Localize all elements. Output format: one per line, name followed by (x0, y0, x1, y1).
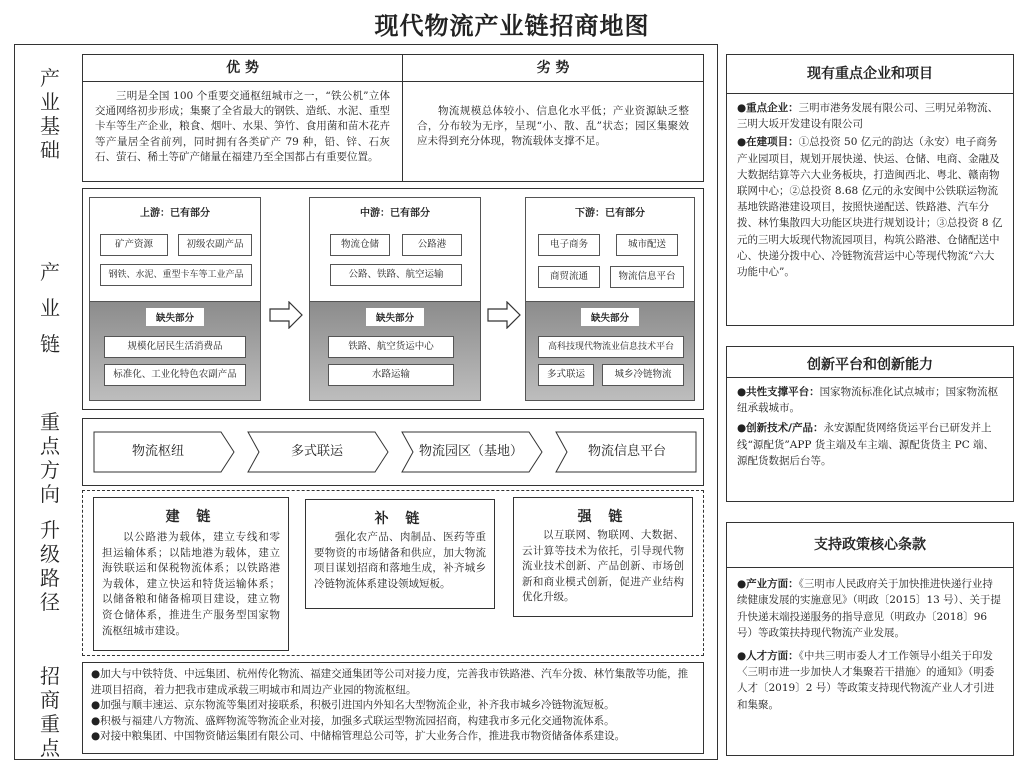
upstream-title: 上游：已有部分 (140, 208, 210, 219)
direction-logistics-hub: 物流枢纽 (131, 444, 184, 459)
upstream-missing-item: 标准化、工业化特色农副产品 (104, 364, 246, 386)
label-upgrade-path: 升级路径 (40, 518, 60, 614)
innovation-item (737, 420, 1003, 469)
innovation-text: 国家物流标准化试点城市；国家物流枢纽承载城市。 (737, 386, 999, 415)
innovation-label: ●创新技术/产品： (737, 422, 824, 435)
upstream-panel (89, 197, 261, 401)
policy-text: 《中共三明市委人才工作领导小组关于印发〈三明市进一步加快人才集聚若干措施〉的通知》（明委人才〔2019〕2 号）等政策支持现代物流产业人才引进和集聚。 (737, 649, 995, 711)
downstream-missing-item: 多式联运 (538, 364, 594, 386)
midstream-panel (309, 197, 481, 401)
policy-label: ●人才方面： (737, 649, 799, 662)
strong-chain-text: 以互联网、物联网、大数据、云计算等技术为依托，引导现代物流业技术创新、产品创新、市场创新和商业模式创新，促进产业结构优化升级。 (522, 529, 684, 604)
policy-item (737, 648, 1003, 714)
midstream-title: 中游：已有部分 (360, 208, 430, 219)
investment-item: ●积极与福建八方物流、盛辉物流等物流企业对接，加强多式联运型物流园招商，构建我市多元化交通物流体系。 (91, 714, 615, 727)
enterprise-text: 三明市港务发展有限公司、三明兄弟物流、三明大坂开发建设有限公司 (737, 102, 999, 131)
build-chain-text: 以公路港为载体，建立专线和零担运输体系；以陆地港为载体，建立海铁联运和保税物流体系；以铁路港为载体，建立快运和特货运输体系；以储备粮和储备棉项目建设，建立物资仓储体系，推进生产服务型国家物流枢纽城市建设。 (102, 531, 280, 637)
investment-item: ●加强与顺丰速运、京东物流等集团对接联系，积极引进国内外知名大型物流企业，补齐我市城乡冷链物流短板。 (91, 699, 615, 711)
label-key-direction: 重点方向 (40, 410, 60, 506)
fill-chain-title: 补 链 (374, 511, 426, 527)
downstream-item: 电子商务 (538, 234, 600, 256)
midstream-item: 公路、铁路、航空运输 (330, 264, 462, 286)
downstream-item: 商贸流通 (538, 266, 600, 288)
downstream-missing-item: 城乡冷链物流 (602, 364, 684, 386)
enterprise-item (737, 100, 1003, 132)
strong-chain-title: 强 链 (577, 509, 629, 525)
downstream-title: 下游：已有部分 (575, 208, 645, 219)
enterprises-box (726, 54, 1014, 326)
innovation-item (737, 384, 1003, 416)
direction-multimodal: 多式联运 (290, 444, 343, 459)
midstream-item: 公路港 (402, 234, 462, 256)
policy-item (737, 576, 1003, 642)
downstream-missing-item: 高科技现代物流业信息技术平台 (538, 336, 684, 358)
chain-box (82, 188, 704, 410)
policy-label: ●产业方面： (737, 578, 799, 590)
policy-box (726, 522, 1014, 756)
weakness-text: 物流规模总体较小、信息化水平低；产业资源缺乏整合，分布较为无序，呈现“小、散、乱”状态；园区集聚效应未得到充分体现，物流载体支撑不足。 (417, 105, 689, 148)
investment-item: ●加大与中铁特货、中远集团、杭州传化物流、福建交通集团等公司对接力度，完善我市铁路港、汽车分拨、林竹集散等功能，推进项目招商，着力把我市建成承载三明城市和周边产业园的物流枢纽。 (91, 668, 689, 696)
midstream-missing-title: 缺失部分 (366, 308, 424, 326)
enterprise-text: ①总投资 50 亿元的韵达（永安）电子商务产业园项目，规划开展快递、快运、仓储、电商、金融及大数据结算等六大业务板块，打造闽西北、粤北、赣南物联网中心；②总投资 8.68 亿元的永安闽中公铁联运物流基地铁路港建设项目，按照快递配送、铁路港、汽车分拨、林竹集散四大功能区块进行规划设计；③总投资 8 亿元的三明大坂现代物流园项目，构筑公路港、仓储配送中心、快递分拨中心、冷链物流营运中心等现代物流“六大功能中心”。 (737, 136, 1003, 279)
swot-box (82, 54, 704, 182)
upstream-item: 初级农副产品 (178, 234, 252, 256)
downstream-item: 物流信息平台 (610, 266, 684, 288)
midstream-missing-item: 铁路、航空货运中心 (328, 336, 454, 358)
upstream-missing-item: 规模化居民生活消费品 (104, 336, 246, 358)
strength-text: 三明是全国 100 个重要交通枢纽城市之一，“铁公机”立体交通网络初步形成；集聚了全省最大的钢铁、造纸、水泥、重型卡车等生产企业，粮食、烟叶、水果、笋竹、食用菌和苗木花卉等产量居全省前列，同时拥有各类矿产 79 种，铅、锌、石灰石、萤石、稀土等矿产储量在福建乃至全国都占有重要位置。 (95, 90, 390, 163)
fill-chain-box (305, 499, 495, 609)
directions-box (82, 418, 704, 486)
enterprises-title: 现有重点企业和项目 (727, 55, 1013, 94)
build-chain-box (93, 497, 289, 651)
enterprise-item (737, 134, 1003, 280)
policy-title: 支持政策核心条款 (727, 523, 1013, 568)
label-industry-chain: 产业链 (40, 260, 60, 356)
upstream-item: 钢铁、水泥、重型卡车等工业产品 (100, 264, 252, 286)
weakness-title: 劣 势 (403, 55, 703, 82)
enterprise-label: ●重点企业： (737, 102, 799, 114)
innovation-title: 创新平台和创新能力 (727, 347, 1013, 378)
direction-info-platform: 物流信息平台 (587, 444, 666, 459)
investment-item: ●对接中粮集团、中国物资储运集团有限公司、中储棉管理总公司等，扩大业务合作，推进我市物资储备体系建设。 (91, 730, 626, 742)
enterprise-label: ●在建项目： (737, 136, 799, 149)
midstream-item: 物流仓储 (330, 234, 390, 256)
upstream-missing-title: 缺失部分 (146, 308, 204, 326)
innovation-box (726, 346, 1014, 502)
innovation-label: ●共性支撑平台： (737, 386, 820, 398)
upgrade-box (82, 490, 704, 656)
upstream-item: 矿产资源 (100, 234, 168, 256)
direction-logistics-park: 物流园区（基地） (418, 444, 523, 459)
build-chain-title: 建 链 (165, 509, 217, 525)
page-title: 现代物流产业链招商地图 (374, 12, 650, 40)
arrow-right-icon (487, 301, 521, 329)
label-investment-focus: 招商重点 (40, 664, 60, 760)
arrow-right-icon (269, 301, 303, 329)
investment-box (82, 662, 704, 754)
downstream-missing-title: 缺失部分 (581, 308, 639, 326)
innovation-text: 永安源配货网络货运平台已研发并上线“源配货”APP 货主端及车主端、源配货货主 PC 端、源配货数据后台等。 (737, 422, 995, 467)
strong-chain-box (513, 497, 693, 617)
downstream-item: 城市配送 (616, 234, 678, 256)
label-industry-base: 产业基础 (40, 66, 60, 162)
policy-text: 《三明市人民政府关于加快推进快递行业持续健康发展的实施意见》（明政〔2015〕13 号）、关于提升快递末端投递服务的指导意见（明政办〔2018〕96 号）等政策扶持现代物流产业发展。 (737, 578, 1001, 640)
downstream-panel (525, 197, 695, 401)
midstream-missing-item: 水路运输 (328, 364, 454, 386)
fill-chain-text: 强化农产品、肉制品、医药等重要物资的市场储备和供应，加大物流项目谋划招商和落地生成，补齐城乡冷链物流体系建设领域短板。 (314, 531, 486, 590)
strength-title: 优 势 (83, 55, 402, 82)
